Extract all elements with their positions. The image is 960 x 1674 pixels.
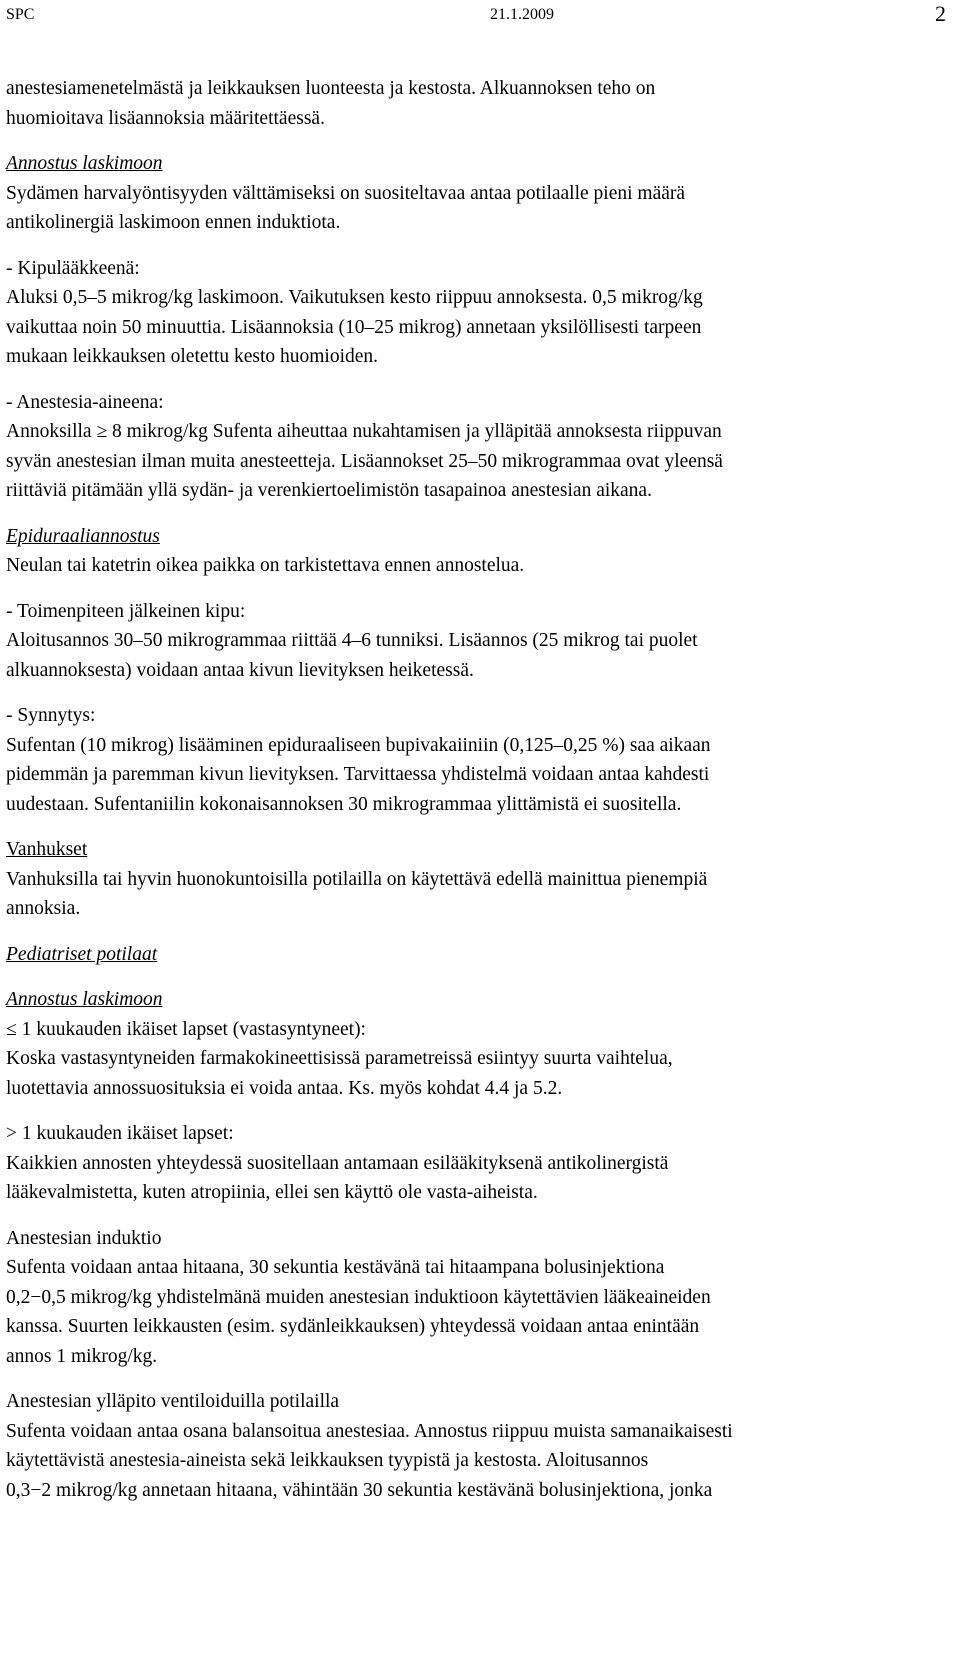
text-line: Kaikkien annosten yhteydessä suositellaan antamaan esilääkityksenä antikolinergistä — [6, 1152, 669, 1174]
text-line: Neulan tai katetrin oikea paikka on tarkistettava ennen annostelua. — [6, 555, 525, 576]
paragraph-older-children — [6, 1119, 946, 1208]
subheading-synnytys: - Synnytys: — [6, 705, 96, 726]
section-heading-annostus-laskimoon-pediatric: Annostus laskimoon — [6, 989, 163, 1010]
page-number: 2 — [935, 1, 946, 26]
text-line: Sufenta voidaan antaa osana balansoitua anestesiaa. Annostus riippuu muista samanaikaisesti — [6, 1420, 733, 1442]
section-heading-epiduraaliannostus: Epiduraaliannostus — [6, 525, 160, 547]
text-line: uudestaan. Sufentaniilin kokonaisannoksen 30 mikrogrammaa ylittämistä ei suositella. — [6, 793, 682, 815]
section-heading-vanhukset: Vanhukset — [6, 839, 88, 860]
paragraph-annostus-laskimoon — [6, 149, 946, 238]
text-line: Annoksilla ≥ 8 mikrog/kg Sufenta aiheuttaa nukahtamisen ja ylläpitää annoksesta riippuvan — [6, 421, 722, 442]
text-line: lääkevalmistetta, kuten atropiinia, ellei sen käyttö ole vasta-aiheista. — [6, 1182, 538, 1203]
subheading-newborns: ≤ 1 kuukauden ikäiset lapset (vastasyntyneet): — [6, 1018, 366, 1040]
subheading-older-children: > 1 kuukauden ikäiset lapset: — [6, 1123, 234, 1144]
text-line: anestesiamenetelmästä ja leikkauksen luonteesta ja kestosta. Alkuannoksen teho on — [6, 78, 656, 99]
header-doc-type: SPC — [6, 6, 35, 23]
text-line: huomioitava lisäannoksia määritettäessä. — [6, 107, 325, 129]
text-line: riittäviä pitämään yllä sydän- ja verenkiertoelimistön tasapainoa anestesian aikana. — [6, 480, 652, 501]
text-line: mukaan leikkauksen oletettu kesto huomioiden. — [6, 346, 379, 367]
text-line: Vanhuksilla tai hyvin huonokuntoisilla potilailla on käytettävä edellä mainittua pienempiä — [6, 868, 708, 890]
subheading-anestesian-induktio: Anestesian induktio — [6, 1227, 162, 1249]
subheading-toimenpiteen-jalkeinen-kipu: - Toimenpiteen jälkeinen kipu: — [6, 600, 246, 622]
paragraph-epiduraaliannostus — [6, 522, 946, 581]
paragraph-toimenpiteen-jalkeinen-kipu — [6, 597, 946, 686]
text-line: Aloitusannos 30–50 mikrogrammaa riittää 4–6 tunniksi. Lisäannos (25 mikrog tai puolet — [6, 630, 698, 651]
subheading-kipulaakkeena: - Kipulääkkeenä: — [6, 257, 140, 279]
paragraph-vanhukset — [6, 835, 946, 924]
text-line: Koska vastasyntyneiden farmakokineettisissä parametreissä esiintyy suurta vaihtelua, — [6, 1048, 673, 1069]
text-line: luotettavia annossuosituksia ei voida antaa. Ks. myös kohdat 4.4 ja 5.2. — [6, 1077, 563, 1099]
text-line: Sufenta voidaan antaa hitaana, 30 sekuntia kestävänä tai hitaampana bolusinjektiona — [6, 1257, 665, 1278]
paragraph-pediatric-newborns — [6, 985, 946, 1103]
text-line: 0,2−0,5 mikrog/kg yhdistelmänä muiden anestesian induktioon käytettävien lääkeaineiden — [6, 1286, 711, 1308]
page-header — [6, 1, 946, 28]
paragraph-synnytys — [6, 701, 946, 819]
subheading-anestesian-yllapito: Anestesian ylläpito ventiloiduilla potilailla — [6, 1391, 340, 1412]
paragraph-anestesian-induktio — [6, 1224, 946, 1372]
header-date: 21.1.2009 — [490, 6, 554, 23]
subheading-anestesia-aineena: - Anestesia-aineena: — [6, 391, 164, 413]
text-line: Sufentan (10 mikrog) lisääminen epiduraaliseen bupivakaiiniin (0,125–0,25 %) saa aikaan — [6, 734, 711, 756]
text-line: kanssa. Suurten leikkausten (esim. sydänleikkauksen) yhteydessä voidaan antaa enintään — [6, 1316, 700, 1337]
text-line: Aluksi 0,5–5 mikrog/kg laskimoon. Vaikutuksen kesto riippuu annoksesta. 0,5 mikrog/kg — [6, 287, 703, 308]
text-line: alkuannoksesta) voidaan antaa kivun lievityksen heiketessä. — [6, 659, 474, 681]
paragraph-anestesian-yllapito — [6, 1387, 946, 1505]
text-line: pidemmän ja paremman kivun lievityksen. Tarvittaessa yhdistelmä voidaan antaa kahdesti — [6, 764, 710, 785]
text-line: annoksia. — [6, 898, 81, 919]
text-line: vaikuttaa noin 50 minuuttia. Lisäannoksia (10–25 mikrog) annetaan yksilöllisesti tarpeen — [6, 316, 702, 338]
paragraph-intro — [6, 74, 946, 133]
document-body — [6, 74, 946, 1505]
text-line: syvän anestesian ilman muita anesteetteja. Lisäannokset 25–50 mikrogrammaa ovat yleensä — [6, 450, 723, 472]
text-line: käytettävistä anestesia-aineista sekä leikkauksen tyypistä ja kestosta. Aloitusannos — [6, 1450, 649, 1471]
text-line: 0,3−2 mikrog/kg annetaan hitaana, vähintään 30 sekuntia kestävänä bolusinjektiona, jonka — [6, 1479, 713, 1501]
text-line: Sydämen harvalyöntisyyden välttämiseksi on suositeltavaa antaa potilaalle pieni määrä — [6, 182, 686, 204]
paragraph-anestesia-aineena — [6, 388, 946, 506]
section-heading-annostus-laskimoon: Annostus laskimoon — [6, 153, 163, 174]
text-line: annos 1 mikrog/kg. — [6, 1345, 158, 1367]
text-line: antikolinergiä laskimoon ennen induktiota. — [6, 212, 341, 233]
paragraph-pediatriset — [6, 940, 946, 970]
section-heading-pediatriset-potilaat: Pediatriset potilaat — [6, 943, 158, 965]
paragraph-kipulaakkeena — [6, 254, 946, 372]
